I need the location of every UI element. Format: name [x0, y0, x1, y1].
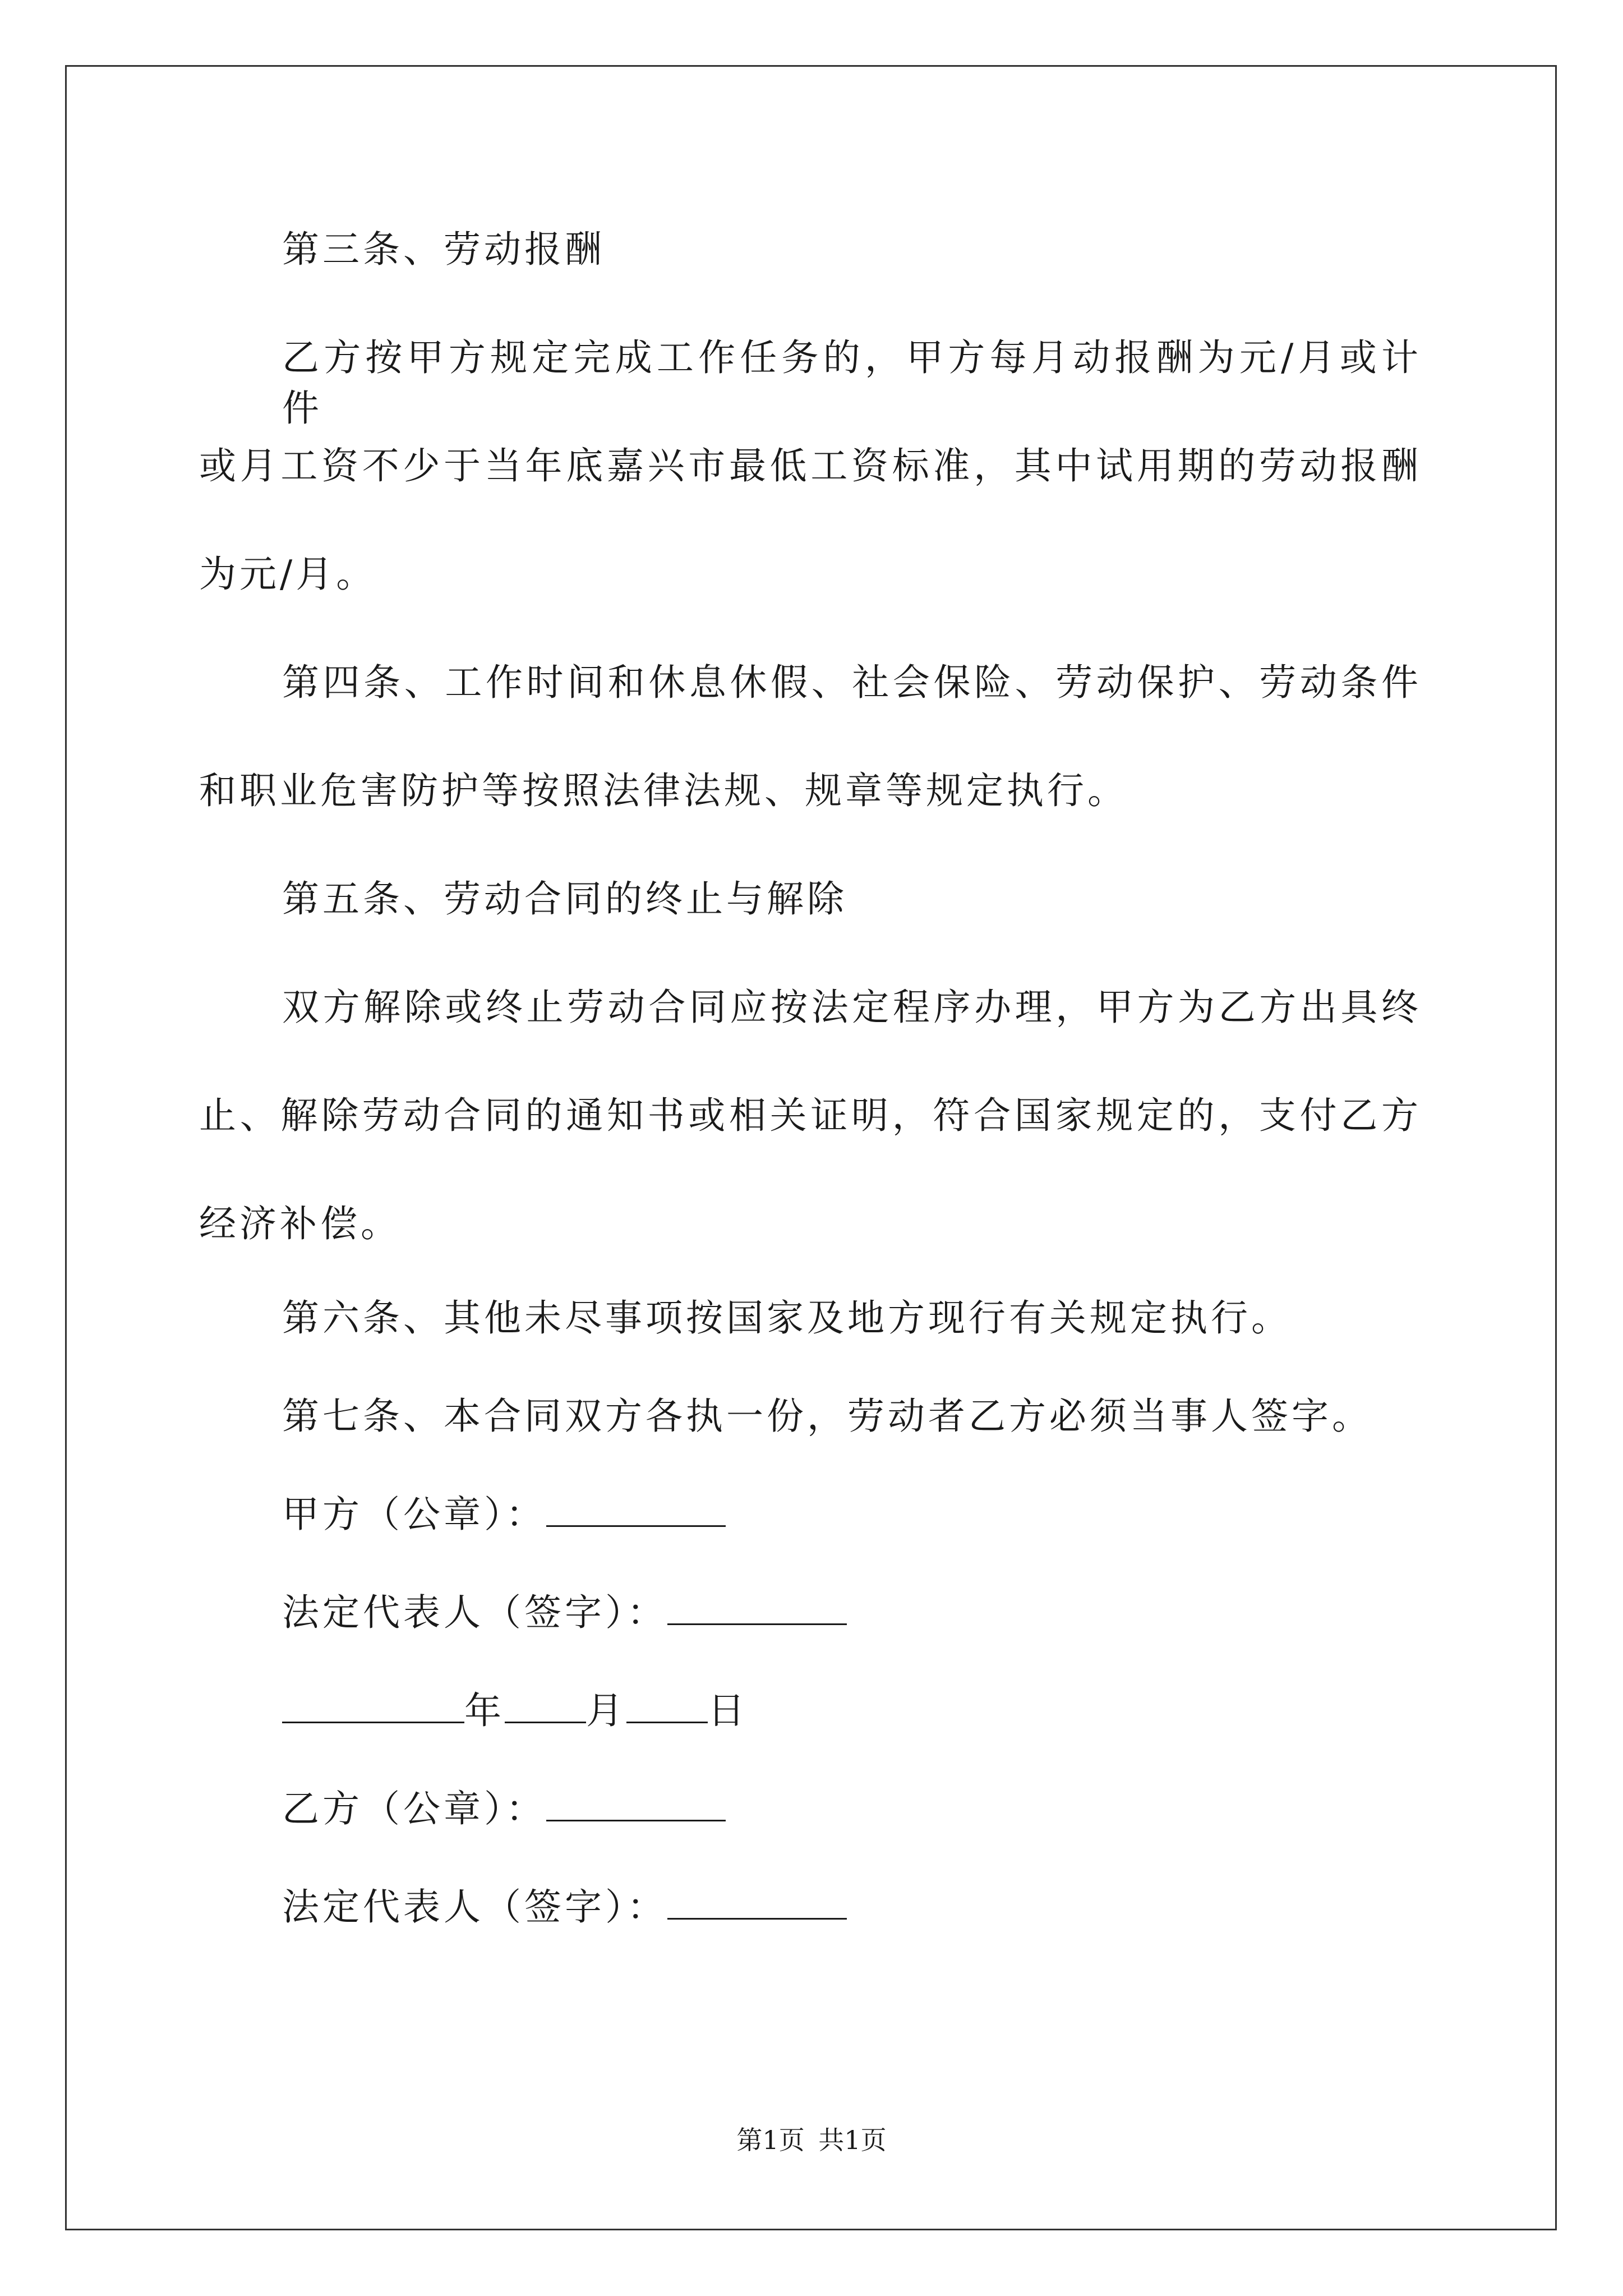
article-5-heading: 第五条、劳动合同的终止与解除	[282, 877, 847, 921]
party-b-seal-line	[282, 1784, 726, 1834]
party-b-label: 乙方（公章）：	[282, 1787, 546, 1830]
paragraph-line: 双方解除或终止劳动合同应按法定程序办理，甲方为乙方出具终	[282, 986, 1422, 1029]
paragraph-line: 乙方按甲方规定完成工作任务的，甲方每月动报酬为元/月或计件	[282, 336, 1422, 430]
month-label: 月	[586, 1689, 626, 1732]
page-number-footer: 第1页 共1页	[736, 2125, 887, 2155]
rep-label-1: 法定代表人（签字）：	[282, 1591, 667, 1634]
rep-blank-2	[667, 1883, 847, 1920]
paragraph-line: 止、解除劳动合同的通知书或相关证明，符合国家规定的，支付乙方	[199, 1094, 1422, 1137]
article-4-line: 第四条、工作时间和休息休假、社会保险、劳动保护、劳动条件	[282, 661, 1422, 704]
paragraph-line: 为元/月。	[199, 553, 377, 596]
rep-label-2: 法定代表人（签字）：	[282, 1885, 667, 1929]
party-a-blank	[546, 1490, 726, 1527]
paragraph-line: 经济补偿。	[199, 1202, 401, 1245]
article-7-line: 第七条、本合同双方各执一份，劳动者乙方必须当事人签字。	[282, 1395, 1372, 1438]
rep-blank-1	[667, 1589, 847, 1625]
day-label: 日	[708, 1689, 748, 1732]
month-blank	[505, 1687, 586, 1723]
date-line	[282, 1686, 748, 1736]
rep-signature-line-1	[282, 1588, 847, 1638]
year-blank	[282, 1687, 464, 1723]
party-a-label: 甲方（公章）：	[282, 1493, 546, 1536]
paragraph-line: 或月工资不少于当年底嘉兴市最低工资标准，其中试用期的劳动报酬	[199, 444, 1422, 487]
party-b-blank	[546, 1785, 726, 1821]
article-3-heading: 第三条、劳动报酬	[282, 228, 605, 271]
party-a-seal-line	[282, 1489, 726, 1540]
article-6-line: 第六条、其他未尽事项按国家及地方现行有关规定执行。	[282, 1296, 1292, 1340]
year-label: 年	[464, 1689, 505, 1732]
paragraph-line: 和职业危害防护等按照法律法规、规章等规定执行。	[199, 769, 1128, 812]
rep-signature-line-2	[282, 1882, 847, 1932]
day-blank	[626, 1687, 708, 1723]
